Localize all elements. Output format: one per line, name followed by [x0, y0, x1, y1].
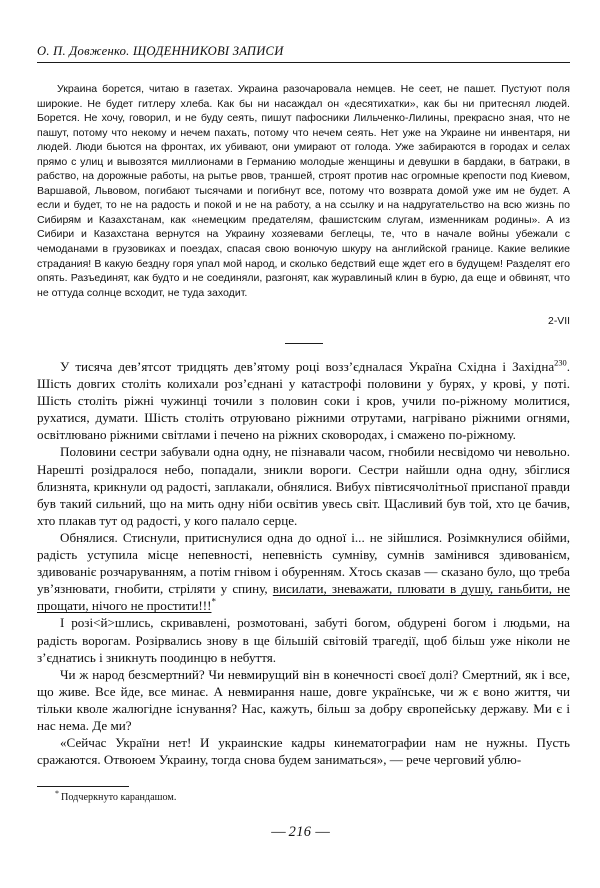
folio-dash-right: —: [315, 824, 329, 840]
ukrainian-entry-block: [37, 358, 570, 768]
paragraph-1-suffix: . Шість довгих століть колихали роз’єднані у катастрофі половини у бурях, у крові, у поті. Шість століть ріжні чужинці точили з половин соки і кров, учили по-ріжному молитися, рухатися, думати. Шість століть отруювано ріжними отрутами, нагрівано ріжними огнями, освітлювано ріжними світлами і печено на ріжних сковородах, і смажено по-ріжному.: [37, 359, 570, 443]
footnote-line: [37, 788, 570, 804]
folio-dash-left: —: [271, 824, 285, 840]
running-head-rule: [37, 62, 570, 63]
ukrainian-paragraph-6: «Сейчас України нет! И украинские кадры кинематографии нам не нужны. Пусть сражаются. Отвоюем Украину, тогда снова будем заниматься», — рече черговий ублю-: [37, 735, 570, 768]
entry-date: 2-VII: [548, 316, 570, 327]
page-folio: [0, 824, 600, 841]
russian-paragraph: Украина борется, читаю в газетах. Украина разочаровала немцев. Не сеет, не пашет. Пустуют поля широкие. Не будет гитлеру хлеба. Как бы ни насаждал он «десятихатки», как бы ни притеснял людей. Борется. Не хочу, говорил, и не буду сеять, пишут пафосники Лильченко-Лилины, прекрасно зная, что не пашут, потому что некому и нечем пахать, потому что нечем сеять. Нет уже на Украине ни инвентаря, ни людей. Люди бьются на фронтах, их убивают, они умирают от голода. Уже забираются в городах и селах прямо с улиц и вывозятся миллионами в Германию молодые женщины и девушки в бардаки, в батраки, в рабство, на дорожные работы, на рытье рвов, траншей, строят против нас огромные крепости под Киевом, Варшавой, Львовом, погибают тысячами и погибнут все, потому что возврата домой уже им не будет. А если и будет, то не на радость и покой и не на работу, а на ссылку и на надругательство на всю жизнь по Сибирям и Казахстанам, как «немецким предателям, фашистским слугам, изменникам родины». А из Сибири и Казахстана вернутся на Украину хозяевами беглецы, те, что в начале войны убежали с чемоданами в грузовиках и поездах, спасая свою вонючую шкуру на английской границе. Какие великие страдания! В какую бездну горя упал мой народ, и сколько бедствий еще ждет его в будущем! Разделят его опять. Разъединят, как будто и не соединяли, разгонят, как журавлиный клин в бурю, да еще и обвинят, что не оттуда солнце всходит, не туда заходит.: [37, 83, 570, 299]
ukrainian-paragraph-2: Половини сестри забували одна одну, не пізнавали часом, гнобили несвідомо чи невольно. Нарешті розідралося небо, попадали, зникли вороги. Сестри найшли одна одну, збіглися близнята, крикнули од радості, заплакали, обнялися. Вибух півтисячолітньої приспаної правди був такий сильний, що на мить одну ніби освітив увесь світ. Щасливий був той, хто це бачив, хто плакав тут од радості, у кого палало серце.: [37, 444, 570, 528]
ukrainian-paragraph-5: Чи ж народ безсмертний? Чи невмирущий він в конечності своєї долі? Смертний, як і все, що живе. Все йде, все минає. А невмирання наше, довге українське, чи ж є воно життя, чи тільки кволе жалюгідне існування? Нас, кажуть, більш за добру європейську державу. Ми є і нас нема. Де ми?: [37, 666, 570, 733]
footnote-text: Подчеркнуто карандашом.: [61, 792, 177, 803]
footnote-star: *: [55, 788, 59, 798]
footnote-marker-asterisk: *: [211, 596, 216, 607]
section-separator-rule: [285, 343, 323, 344]
russian-entry-block: [37, 82, 570, 300]
paragraph-1-prefix: У тисяча дев’ятсот тридцять дев’ятому році возз’єдналася Україна Східна і Західна: [60, 359, 555, 374]
ukrainian-paragraph-4: І розі<й>шлись, скривавлені, розмотовані, забуті богом, обдурені богом і людьми, на радість ворогам. Розірвались знову в ще більшій світовій трагедії, щоб більш уже ніколи не з’єднатись і зникнуть поодинцю в небуття.: [37, 615, 570, 665]
footnote-reference-230: 230: [554, 358, 567, 368]
ukrainian-paragraph-1: [37, 358, 570, 443]
footnote-block: [37, 786, 570, 804]
running-head-text: О. П. Довженко. ЩОДЕННИКОВІ ЗАПИСИ: [37, 44, 284, 58]
running-head: [37, 44, 570, 63]
ukrainian-paragraph-3: [37, 529, 570, 614]
footnote-rule: [37, 786, 129, 787]
paragraph-3-before-underline: Обнялися. Стиснули, притиснулися одна до одної і... не зійшлися. Розімкнулися обійми, радість уступила місце непевності, непевність сумніву, сумнів замінився здивованієм, здивованіє розчаруванням, а потім гнівом і обуренням. Хтось сказав — сказано було, що треба ув’язнювати, гнобити, стріляти у спину,: [37, 529, 570, 597]
pencil-underlined-text: висилати, зневажати, плювати в душу, ганьбити, не прощати, нічого не простити!!!: [37, 581, 570, 614]
page-number: 216: [288, 824, 312, 840]
